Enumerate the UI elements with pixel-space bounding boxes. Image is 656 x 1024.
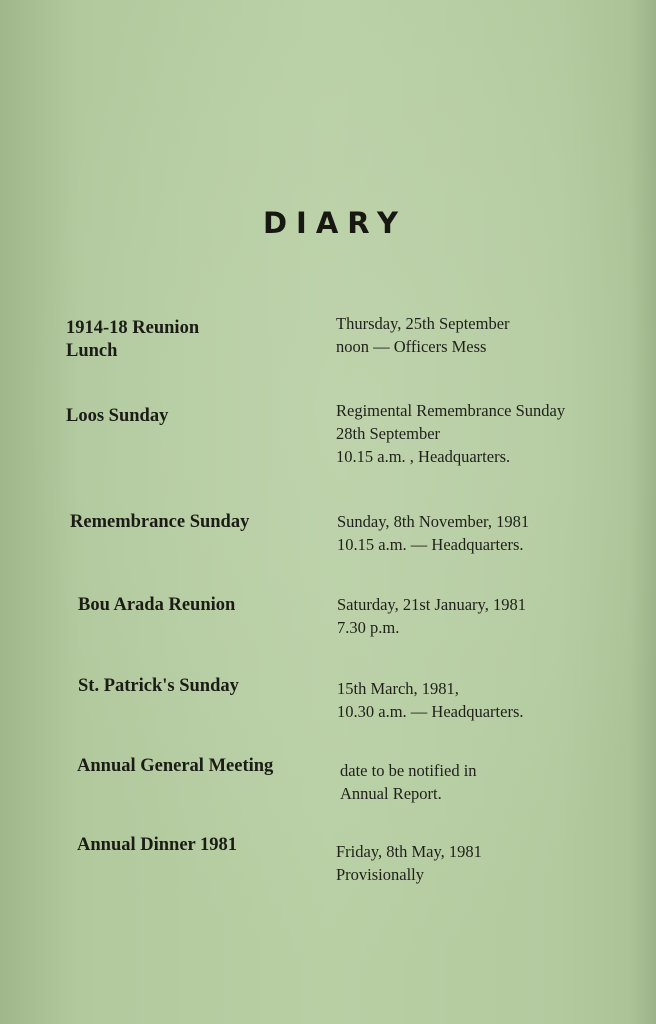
event-details-st-patricks-sunday: 15th March, 1981, 10.30 a.m. — Headquarters. (337, 679, 524, 721)
event-name-loos-sunday: Loos Sunday (66, 406, 169, 426)
event-name-reunion-lunch: 1914-18 Reunion Lunch (66, 318, 200, 361)
event-name-remembrance-sunday: Remembrance Sunday (70, 512, 250, 532)
event-details-annual-dinner: Friday, 8th May, 1981 Provisionally (336, 842, 482, 884)
event-details-bou-arada-reunion: Saturday, 21st January, 1981 7.30 p.m. (337, 595, 526, 637)
event-details-loos-sunday: Regimental Remembrance Sunday 28th September 10.15 a.m. , Headquarters. (336, 401, 566, 466)
event-name-annual-dinner: Annual Dinner 1981 (77, 835, 238, 855)
event-details-remembrance-sunday: Sunday, 8th November, 1981 10.15 a.m. — Headquarters. (337, 512, 530, 554)
page-title: DIARY (262, 206, 408, 240)
event-name-st-patricks-sunday: St. Patrick's Sunday (78, 676, 239, 696)
event-name-annual-general-meeting: Annual General Meeting (77, 756, 274, 776)
event-name-bou-arada-reunion: Bou Arada Reunion (78, 595, 236, 615)
event-details-reunion-lunch: Thursday, 25th September noon — Officers Mess (336, 314, 510, 356)
event-details-annual-general-meeting: date to be notified in Annual Report. (340, 761, 477, 803)
